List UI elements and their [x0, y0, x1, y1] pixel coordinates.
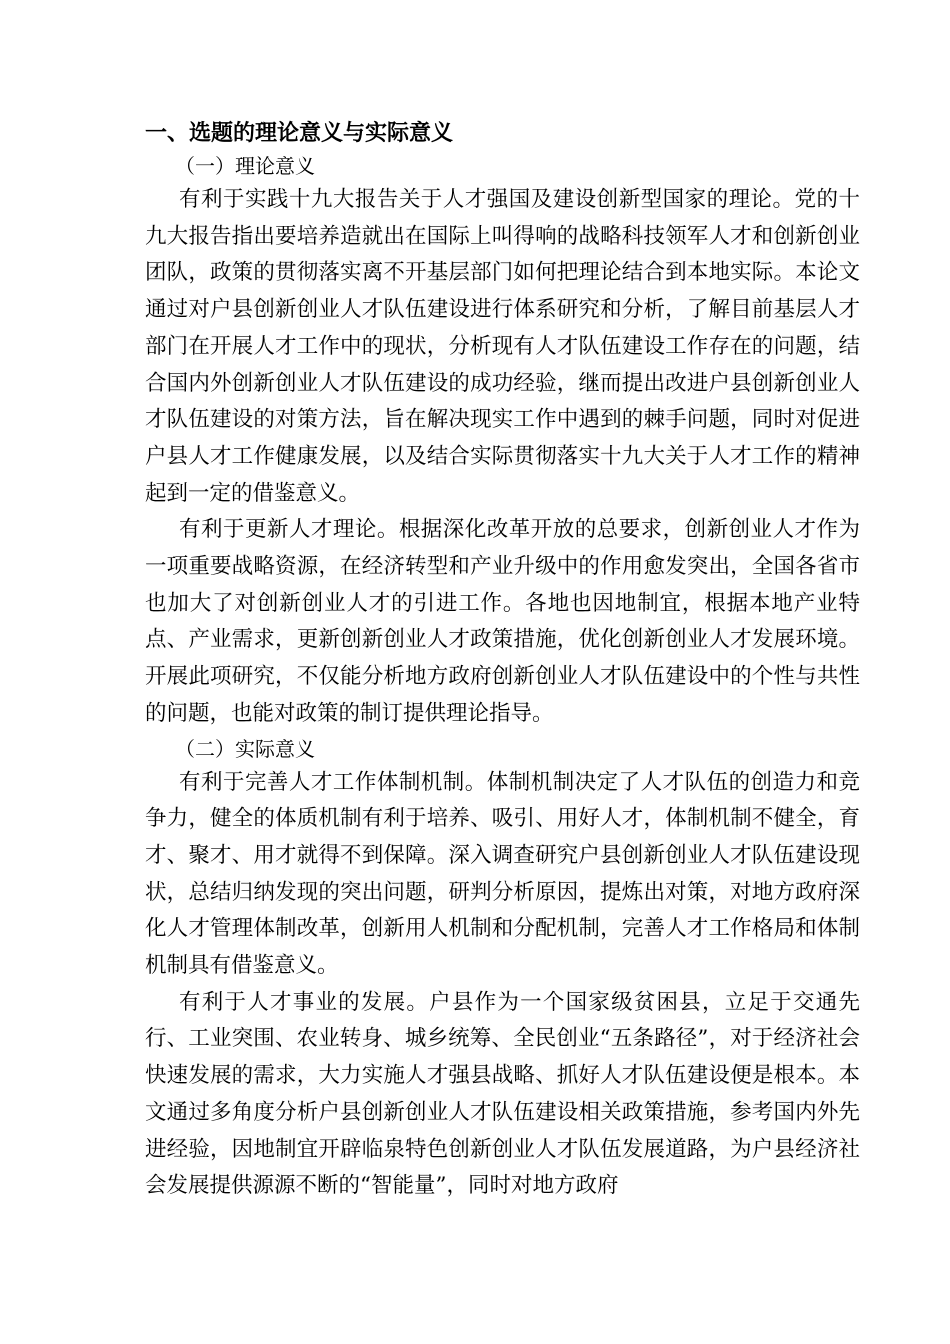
section-heading: 一、选题的理论意义与实际意义 — [145, 121, 454, 146]
paragraph: 有利于实践十九大报告关于人才强国及建设创新型国家的理论。党的十九大报告指出要培养造就出在国际上叫得响的战略科技领军人才和创新创业团队，政策的贯彻落实离不开基层部门如何把理论结合到本地实际。本论文通过对户县创新创业人才队伍建设进行体系研究和分析，了解目前基层人才部门在开展人才工作中的现状，分析现有人才队伍建设工作存在的问题，结合国内外创新创业人才队伍建设的成功经验，继而提出改进户县创新创业人才队伍建设的对策方法，旨在解决现实工作中遇到的棘手问题，同时对促进户县人才工作健康发展，以及结合实际贯彻落实十九大关于人才工作的精神起到一定的借鉴意义。 — [145, 187, 860, 506]
paragraph: 有利于完善人才工作体制机制。体制机制决定了人才队伍的创造力和竞争力，健全的体质机制有利于培养、吸引、用好人才，体制机制不健全，育才、聚才、用才就得不到保障。深入调查研究户县创新创业人才队伍建设现状，总结归纳发现的突出问题，研判分析原因，提炼出对策，对地方政府深化人才管理体制改革，创新用人机制和分配机制，完善人才工作格局和体制机制具有借鉴意义。 — [145, 769, 860, 979]
paragraph: 有利于更新人才理论。根据深化改革开放的总要求，创新创业人才作为一项重要战略资源，在经济转型和产业升级中的作用愈发突出，全国各省市也加大了对创新创业人才的引进工作。各地也因地制宜，根据本地产业特点、产业需求，更新创新创业人才政策措施，优化创新创业人才发展环境。开展此项研究，不仅能分析地方政府创新创业人才队伍建设中的个性与共性的问题，也能对政策的制订提供理论指导。 — [145, 517, 860, 726]
subsection-title-theoretical: （一）理论意义 — [175, 154, 315, 178]
subsection-title-practical: （二）实际意义 — [175, 736, 315, 761]
document-body — [145, 118, 860, 1205]
paragraph: 有利于人才事业的发展。户县作为一个国家级贫困县，立足于交通先行、工业突围、农业转身、城乡统筹、全民创业“五条路径”，对于经济社会快速发展的需求，大力实施人才强县战略、抓好人才队伍建设便是根本。本文通过多角度分析户县创新创业人才队伍建设相关政策措施，参考国内外先进经验，因地制宜开辟临泉特色创新创业人才队伍发展道路，为户县经济社会发展提供源源不断的“智能量”，同时对地方政府 — [145, 989, 860, 1199]
